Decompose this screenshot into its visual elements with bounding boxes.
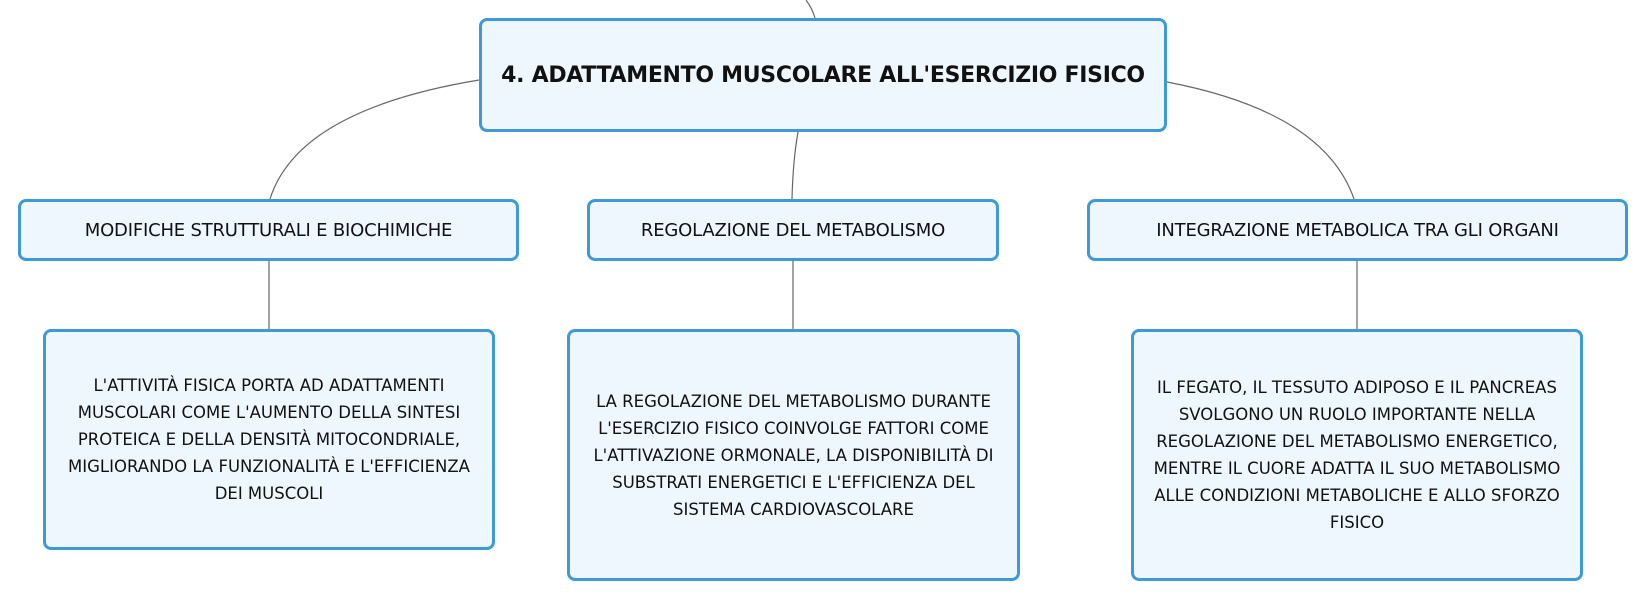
root-topic[interactable]: [479, 18, 1167, 132]
connector-root-to-branch-3: [1167, 82, 1354, 199]
connector-root-to-branch-1: [270, 80, 479, 199]
branch-topic-metabolism-regulation[interactable]: [587, 199, 999, 261]
detail-topic-text: IL FEGATO, IL TESSUTO ADIPOSO E IL PANCREAS SVOLGONO UN RUOLO IMPORTANTE NELLA REGOLAZIONE DEL METABOLISMO ENERGETICO, MENTRE IL CUORE ADATTA IL SUO METABOLISMO ALLE CONDIZIONI METABOLICHE E ALLO SFORZO FISICO: [1153, 378, 1561, 532]
branch-topic-label: INTEGRAZIONE METABOLICA TRA GLI ORGANI: [1156, 219, 1559, 241]
detail-topic-organ-integration[interactable]: [1131, 329, 1583, 581]
branch-topic-label: REGOLAZIONE DEL METABOLISMO: [640, 219, 946, 241]
connector-incoming-top: [806, 0, 815, 18]
root-topic-label: 4. ADATTAMENTO MUSCOLARE ALL'ESERCIZIO FISICO: [501, 62, 1145, 88]
branch-topic-label: MODIFICHE STRUTTURALI E BIOCHIMICHE: [84, 219, 453, 241]
branch-topic-organ-integration[interactable]: [1087, 199, 1628, 261]
detail-topic-text: LA REGOLAZIONE DEL METABOLISMO DURANTE L'ESERCIZIO FISICO COINVOLGE FATTORI COME L'ATTIVAZIONE ORMONALE, LA DISPONIBILITÀ DI SUBSTRATI ENERGETICI E L'EFFICIENZA DEL SISTEMA CARDIOVASCOLARE: [593, 391, 994, 519]
branch-topic-structural-biochemical[interactable]: [18, 199, 519, 261]
connector-root-to-branch-2: [792, 132, 798, 199]
detail-topic-metabolism-regulation[interactable]: [567, 329, 1020, 581]
detail-topic-structural-biochemical[interactable]: [43, 329, 495, 550]
detail-topic-text: L'ATTIVITÀ FISICA PORTA AD ADATTAMENTI MUSCOLARI COME L'AUMENTO DELLA SINTESI PROTEICA E DELLA DENSITÀ MITOCONDRIALE, MIGLIORANDO LA FUNZIONALITÀ E L'EFFICIENZA DEI MUSCOLI: [68, 376, 470, 503]
